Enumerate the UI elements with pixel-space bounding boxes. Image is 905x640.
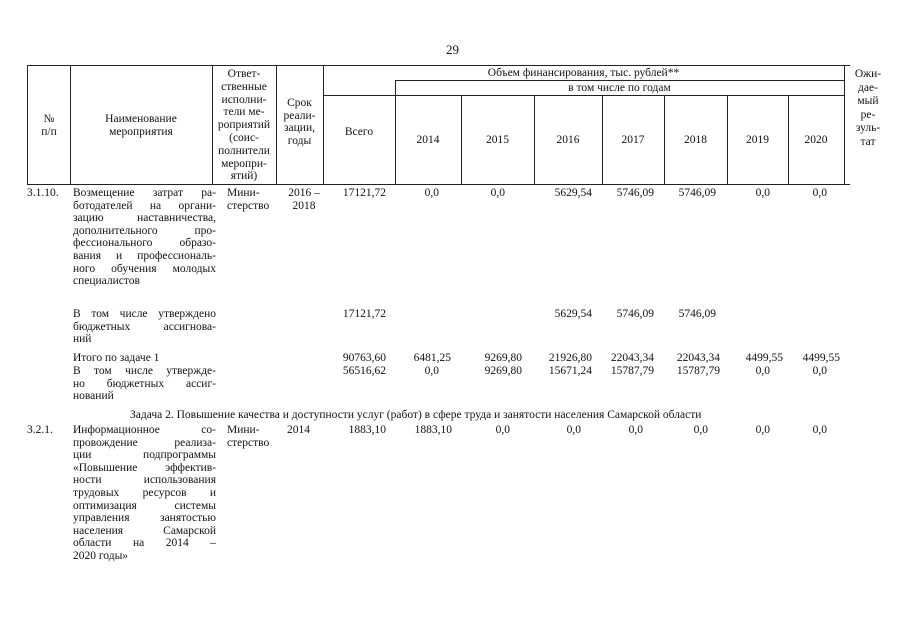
header-year-2017: 2017 [621,134,645,146]
row-name: Итого по задаче 1 [73,352,160,364]
task-2-title: Задача 2. Повышение качества и доступности услуг (работ) в сфере труда и занятости населения Самарской области [130,409,702,421]
cell-2018: 22043,34 [676,352,720,364]
cell-total: 17121,72 [342,187,386,199]
header-year-2020: 2020 [804,134,828,146]
cell-2020: 4499,55 [802,352,840,364]
row-name: В том числе утверждено бюджетных ассигнова- ний [73,308,216,346]
cell-total: 1883,10 [348,424,386,436]
cell-2015: 9269,80 [484,365,522,377]
header-total: Всего [344,126,374,138]
cell-2017: 5746,09 [616,308,654,320]
cell-2016: 21926,80 [548,352,592,364]
header-year-2015: 2015 [486,134,509,146]
cell-2014: 6481,25 [413,352,451,364]
cell-total: 56516,62 [342,365,386,377]
header-col-name: Наименование мероприятия [105,113,177,138]
cell-2020: 0,0 [812,187,827,199]
header-by-years: в том числе по годам [568,82,671,94]
cell-2018: 5746,09 [678,187,716,199]
row-responsible: Мини- стерство [227,424,270,449]
cell-2020: 0,0 [812,424,827,436]
header-year-2014: 2014 [416,134,440,146]
cell-2018: 15787,79 [676,365,720,377]
cell-2015: 9269,80 [484,352,522,364]
header-col-term: Срок реали- зации, годы [283,97,316,147]
cell-2014: 0,0 [424,187,439,199]
cell-2020: 0,0 [812,365,827,377]
header-col-number: № п/п [41,113,57,138]
row-number: 3.2.1. [27,424,53,436]
cell-2017: 0,0 [628,424,643,436]
cell-2016: 5629,54 [554,308,592,320]
header-funding-title: Объем финансирования, тыс. рублей** [487,67,680,79]
header-year-2019: 2019 [746,134,769,146]
cell-2018: 0,0 [693,424,708,436]
cell-2014: 1883,10 [414,424,452,436]
row-name: Информационное со- провождение реализа- ции подпрограммы «Повышение эффектив- ности использования трудовых ресурсов и оптимизация системы управления занятостью населения Самарской области на 2014 – 2020 годы» [73,424,216,562]
cell-2018: 5746,09 [678,308,716,320]
header-col-responsible: Ответ- ственные исполни- тели ме- роприятий (соис- полнители меропри- ятий) [217,68,271,183]
page-number: 29 [446,42,459,57]
cell-2016: 0,0 [566,424,581,436]
header-year-2018: 2018 [684,134,707,146]
row-term: 2016 – 2018 [288,187,320,212]
cell-2016: 5629,54 [554,187,592,199]
cell-2019: 0,0 [755,187,770,199]
cell-2017: 5746,09 [616,187,654,199]
cell-2017: 22043,34 [610,352,654,364]
cell-2015: 0,0 [495,424,510,436]
cell-2017: 15787,79 [610,365,654,377]
cell-2014: 0,0 [424,365,439,377]
row-responsible: Мини- стерство [227,187,270,212]
header-year-2016: 2016 [556,134,580,146]
cell-total: 90763,60 [342,352,386,364]
row-name: Возмещение затрат ра- ботодателей на органи- зацию наставничества, дополнительного про- фессионального образо- вания и профессиональ- ного обучения молодых специалистов [73,187,216,288]
cell-2015: 0,0 [490,187,505,199]
header-col-result: Ожи- дае- мый ре- зуль- тат [854,68,882,148]
row-term: 2014 [287,424,310,436]
cell-2019: 0,0 [755,424,770,436]
cell-2019: 4499,55 [745,352,783,364]
cell-2016: 15671,24 [548,365,592,377]
cell-total: 17121,72 [342,308,386,320]
cell-2019: 0,0 [755,365,770,377]
row-number: 3.1.10. [27,187,59,199]
row-name: В том числе утвержде- но бюджетных ассиг- нований [73,365,216,403]
